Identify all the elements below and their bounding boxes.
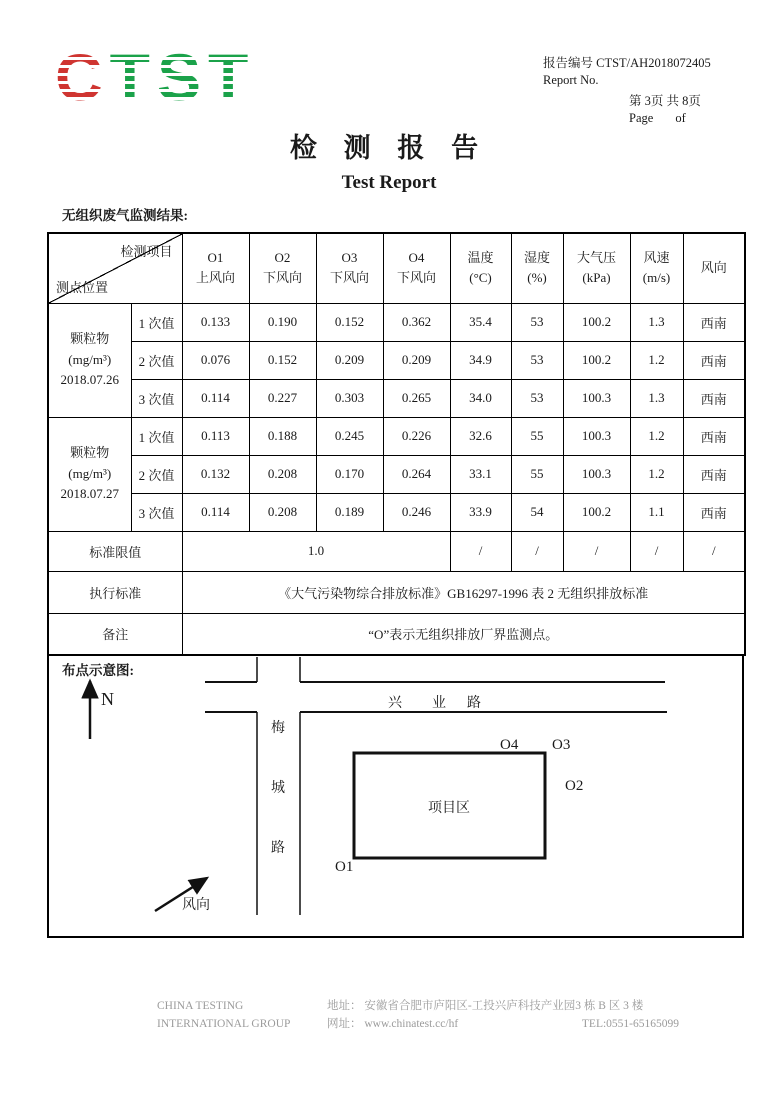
- point-o1: O1: [335, 859, 354, 875]
- point-o2: O2: [565, 778, 584, 794]
- standard-row-label: 执行标准: [48, 571, 182, 613]
- table-cell: /: [630, 531, 683, 571]
- col-header: O1 上风向: [182, 233, 249, 303]
- col-header: O4 下风向: [383, 233, 450, 303]
- report-number-en: Report No.: [543, 73, 599, 87]
- table-cell: 0.226: [383, 417, 450, 455]
- table-cell: 0.208: [249, 455, 316, 493]
- table-cell: 0.152: [316, 303, 383, 341]
- table-cell: 0.264: [383, 455, 450, 493]
- table-cell: 0.170: [316, 455, 383, 493]
- org-line: INTERNATIONAL GROUP: [157, 1018, 291, 1030]
- table-cell: 100.3: [563, 455, 630, 493]
- report-meta: [543, 55, 753, 127]
- table-cell: 西南: [683, 455, 745, 493]
- table-cell: 0.227: [249, 379, 316, 417]
- table-cell: 55: [511, 417, 563, 455]
- col-header: 风速 (m/s): [630, 233, 683, 303]
- table-cell: 100.3: [563, 379, 630, 417]
- diagram-label: 布点示意图:: [62, 663, 134, 678]
- row-label: 3 次值: [131, 379, 182, 417]
- table-cell: 西南: [683, 341, 745, 379]
- corner-bottom-label: 测点位置: [56, 279, 109, 295]
- page-subtitle: Test Report: [341, 172, 437, 193]
- table-cell: 西南: [683, 303, 745, 341]
- table-cell: 0.114: [182, 493, 249, 531]
- contact-info: [327, 997, 679, 1033]
- corner-header-cell: [48, 233, 182, 303]
- org-line: CHINA TESTING: [157, 1000, 244, 1012]
- results-table: [47, 232, 746, 656]
- site-diagram: [47, 654, 744, 938]
- table-cell: /: [511, 531, 563, 571]
- table-cell: 0.246: [383, 493, 450, 531]
- table-cell: 35.4: [450, 303, 511, 341]
- wind-label: 风向: [182, 898, 210, 913]
- org-name: [157, 997, 290, 1033]
- section-label: 无组织废气监测结果:: [62, 208, 188, 223]
- table-cell: 1.2: [630, 341, 683, 379]
- logo-letter: T: [109, 40, 157, 114]
- col-header: 温度 (°C): [450, 233, 511, 303]
- table-cell: 1.3: [630, 303, 683, 341]
- point-o4: O4: [500, 737, 519, 753]
- point-o3: O3: [552, 737, 571, 753]
- limit-row-label: 标准限值: [48, 531, 182, 571]
- table-cell: 53: [511, 341, 563, 379]
- table-cell: 0.152: [249, 341, 316, 379]
- remark-row-label: 备注: [48, 613, 182, 655]
- address-line: 地址： 安徽省合肥市庐阳区-工投兴庐科技产业园3 栋 B 区 3 楼: [327, 1000, 644, 1012]
- table-cell: /: [683, 531, 745, 571]
- table-cell: 0.133: [182, 303, 249, 341]
- col-header: O2 下风向: [249, 233, 316, 303]
- page-word: Page: [629, 111, 654, 125]
- row-label: 1 次值: [131, 417, 182, 455]
- table-cell: 0.303: [316, 379, 383, 417]
- table-cell: 1.1: [630, 493, 683, 531]
- website-line: 网址： www.chinatest.cc/hf: [327, 1018, 459, 1030]
- table-cell: 0.209: [383, 341, 450, 379]
- standard-text: 《大气污染物综合排放标准》GB16297-1996 表 2 无组织排放标准: [182, 571, 745, 613]
- col-header: 风向: [683, 233, 745, 303]
- table-cell: 0.362: [383, 303, 450, 341]
- table-cell: 33.9: [450, 493, 511, 531]
- logo-letter: S: [157, 40, 209, 114]
- table-cell: 100.2: [563, 493, 630, 531]
- ctst-logo: [55, 40, 256, 114]
- table-cell: /: [450, 531, 511, 571]
- table-cell: 54: [511, 493, 563, 531]
- table-cell: 1.2: [630, 455, 683, 493]
- project-area-label: 项目区: [428, 801, 470, 816]
- row-label: 2 次值: [131, 455, 182, 493]
- table-cell: 西南: [683, 379, 745, 417]
- page-indicator-en: [543, 110, 753, 127]
- table-cell: 0.132: [182, 455, 249, 493]
- table-cell: 53: [511, 379, 563, 417]
- table-cell: 53: [511, 303, 563, 341]
- col-header: 湿度 (%): [511, 233, 563, 303]
- row-group-header: 颗粒物 (mg/m³) 2018.07.26: [48, 303, 131, 417]
- diagram-canvas: [49, 654, 746, 938]
- row-label: 2 次值: [131, 341, 182, 379]
- table-cell: 0.114: [182, 379, 249, 417]
- table-cell: 0.190: [249, 303, 316, 341]
- table-cell: 1.2: [630, 417, 683, 455]
- col-header: 大气压 (kPa): [563, 233, 630, 303]
- logo-letter: C: [55, 40, 110, 114]
- table-cell: 100.2: [563, 303, 630, 341]
- table-cell: 33.1: [450, 455, 511, 493]
- table-cell: 0.113: [182, 417, 249, 455]
- table-cell: 1.3: [630, 379, 683, 417]
- table-cell: 32.6: [450, 417, 511, 455]
- table-cell: 100.3: [563, 417, 630, 455]
- table-cell: /: [563, 531, 630, 571]
- table-cell: 0.189: [316, 493, 383, 531]
- row-label: 1 次值: [131, 303, 182, 341]
- table-cell: 34.0: [450, 379, 511, 417]
- h-road-char: 兴: [388, 696, 402, 711]
- page-title: 检 测 报 告: [289, 133, 489, 163]
- page-indicator: 第 3页 共 8页: [629, 94, 701, 108]
- results-table-wrap: [47, 232, 746, 656]
- table-cell: 0.265: [383, 379, 450, 417]
- of-word: of: [675, 111, 686, 125]
- table-cell: 55: [511, 455, 563, 493]
- limit-value: 1.0: [182, 531, 450, 571]
- table-cell: 0.209: [316, 341, 383, 379]
- h-road-char: 路: [467, 696, 481, 711]
- logo-letter: T: [208, 40, 256, 114]
- v-road-char: 城: [271, 781, 285, 796]
- table-cell: 34.9: [450, 341, 511, 379]
- h-road-char: 业: [432, 696, 446, 711]
- telephone: TEL:0551-65165099: [581, 1018, 679, 1030]
- table-cell: 0.245: [316, 417, 383, 455]
- table-cell: 西南: [683, 417, 745, 455]
- north-label: N: [101, 689, 114, 709]
- corner-top-label: 检测项目: [120, 244, 173, 259]
- table-cell: 西南: [683, 493, 745, 531]
- row-label: 3 次值: [131, 493, 182, 531]
- v-road-char: 路: [271, 841, 285, 856]
- table-cell: 100.2: [563, 341, 630, 379]
- remark-text: “O”表示无组织排放厂界监测点。: [182, 613, 745, 655]
- table-cell: 0.188: [249, 417, 316, 455]
- v-road-char: 梅: [271, 721, 285, 736]
- table-cell: 0.208: [249, 493, 316, 531]
- report-number: 报告编号 CTST/AH2018072405: [543, 56, 711, 70]
- row-group-header: 颗粒物 (mg/m³) 2018.07.27: [48, 417, 131, 531]
- col-header: O3 下风向: [316, 233, 383, 303]
- table-cell: 0.076: [182, 341, 249, 379]
